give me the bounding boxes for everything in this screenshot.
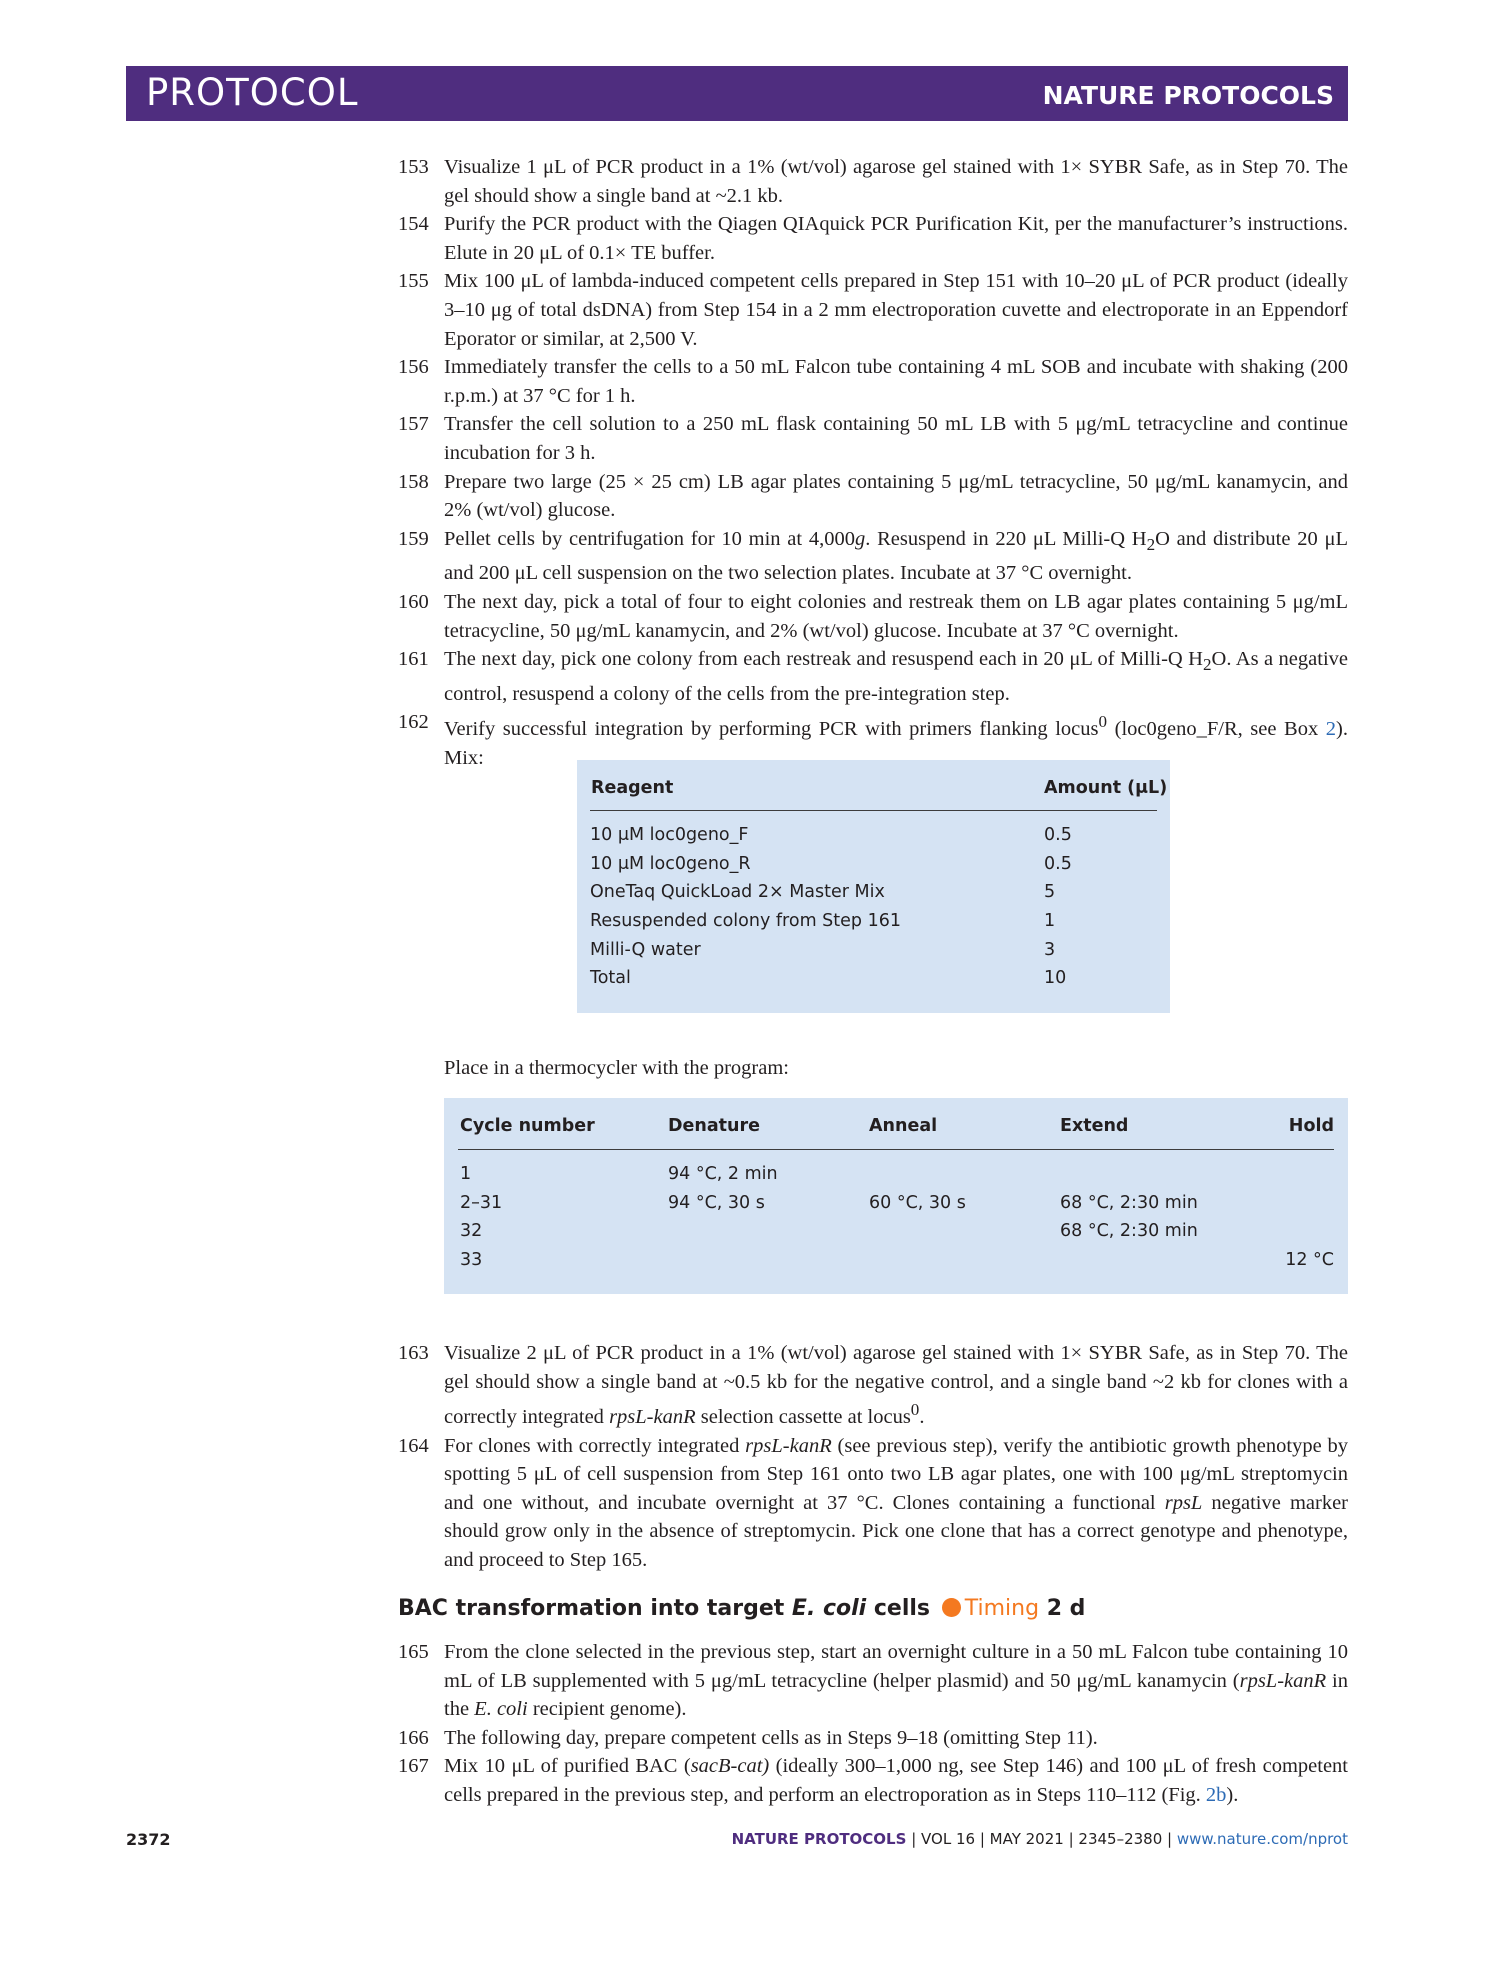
step-number: 159 xyxy=(398,527,429,550)
step-text: O and distribute 20 μL and 200 μL cell suspension on the two selection plates. Incubate at 37 °C overnight. xyxy=(444,527,1348,585)
step-text: The next day, pick a total of four to eight colonies and restreak them on LB agar plates containing 5 μg/mL tetracycline, 50 μg/mL kanamycin, and 2% (wt/vol) glucose. Incubate at 37 °C overnight. xyxy=(444,591,1348,642)
step-166 xyxy=(398,1724,1348,1753)
steps-list-top xyxy=(398,153,1348,772)
footer-volume: VOL 16 xyxy=(921,1830,976,1848)
reagent-cell: OneTaq QuickLoad 2× Master Mix xyxy=(590,882,885,903)
steps-list-end xyxy=(398,1638,1348,1810)
step-number: 153 xyxy=(398,156,429,178)
step-text-italic: g xyxy=(854,527,866,550)
hold-cell: 12 °C xyxy=(1285,1249,1334,1270)
step-165 xyxy=(398,1638,1348,1724)
step-number: 158 xyxy=(398,470,429,493)
table-row xyxy=(590,936,1157,965)
step-number: 162 xyxy=(398,711,429,734)
step-text: (see previous step), verify the antibiotic growth phenotype by spotting 5 μL of cell suspension from Step 161 onto two LB agar plates, one with 100 μg/mL streptomycin and one without, and incubate overnight at 37 °C. Clones containing a functional xyxy=(444,1434,1348,1514)
table-row xyxy=(590,850,1157,879)
table-row xyxy=(444,1246,1348,1275)
step-text: The next day, pick one colony from each restreak and resuspend each in 20 μL of Milli-Q H xyxy=(444,648,1203,671)
table-row xyxy=(444,1189,1348,1218)
cycle-cell: 32 xyxy=(460,1221,483,1242)
amount-cell: 5 xyxy=(1044,882,1056,903)
step-number: 157 xyxy=(398,413,429,436)
step-155 xyxy=(398,267,1348,353)
step-text: (loc0geno_F/R, see Box xyxy=(1107,718,1326,741)
header-rule xyxy=(458,1149,1334,1150)
denature-cell: 94 °C, 30 s xyxy=(668,1192,765,1213)
step-text: ). Mix: xyxy=(444,718,1348,769)
separator: | xyxy=(1162,1830,1177,1848)
step-text-italic: rpsL-kanR xyxy=(1239,1669,1327,1692)
superscript: 0 xyxy=(1098,712,1108,732)
reagent-cell: Total xyxy=(590,968,631,989)
step-text: . Resuspend in 220 μL Milli-Q H xyxy=(865,527,1147,550)
step-text: Mix 10 μL of purified BAC ( xyxy=(444,1755,691,1778)
step-164 xyxy=(398,1432,1348,1575)
step-157 xyxy=(398,410,1348,467)
step-159 xyxy=(398,525,1348,588)
step-text: Purify the PCR product with the Qiagen QIAquick PCR Purification Kit, per the manufacturer’s instructions. Elute in 20 μL of 0.1× TE buffer. xyxy=(444,213,1348,264)
amount-cell: 0.5 xyxy=(1044,853,1072,874)
step-text-italic: rpsL-kanR xyxy=(745,1434,832,1457)
section-label: PROTOCOL xyxy=(146,71,359,114)
cycle-cell: 2–31 xyxy=(460,1192,503,1213)
section-title: BAC transformation into target xyxy=(398,1596,792,1621)
separator: | xyxy=(1063,1830,1079,1848)
amount-cell: 10 xyxy=(1044,968,1067,989)
step-text: Immediately transfer the cells to a 50 mL Falcon tube containing 4 mL SOB and incubate with shaking (200 r.p.m.) at 37 °C for 1 h. xyxy=(444,356,1348,407)
amount-cell: 1 xyxy=(1044,911,1056,932)
step-number: 165 xyxy=(398,1641,429,1663)
step-number: 163 xyxy=(398,1342,429,1364)
subscript: 2 xyxy=(1202,655,1212,675)
step-text: O. As a negative control, resuspend a colony of the cells from the pre-integration step. xyxy=(444,648,1348,705)
table-row xyxy=(590,964,1157,993)
section-heading xyxy=(398,1596,1085,1621)
amount-cell: 3 xyxy=(1044,939,1056,960)
header-rule xyxy=(590,810,1157,811)
extend-cell: 68 °C, 2:30 min xyxy=(1060,1192,1198,1213)
step-number: 155 xyxy=(398,270,429,293)
timing-dot-icon xyxy=(942,1598,961,1617)
step-text: Prepare two large (25 × 25 cm) LB agar plates containing 5 μg/mL tetracycline, 50 μg/mL kanamycin, and 2% (wt/vol) glucose. xyxy=(444,470,1348,522)
step-text: negative marker should grow only in the absence of streptomycin. Pick one clone that has a correct genotype and phenotype, and proceed to Step 165. xyxy=(444,1491,1348,1571)
timing-label: Timing xyxy=(964,1596,1040,1621)
step-text: (ideally 300–1,000 ng, see Step 146) and 100 μL of fresh competent cells prepared in the previous step, and perform an electroporation as in Steps 110–112 (Fig. xyxy=(444,1755,1348,1806)
section-title: cells xyxy=(866,1596,931,1621)
thermocycler-intro: Place in a thermocycler with the program: xyxy=(444,1057,789,1079)
step-161 xyxy=(398,645,1348,708)
step-167 xyxy=(398,1752,1348,1809)
section-title-italic: E. coli xyxy=(791,1596,867,1621)
step-number: 160 xyxy=(398,591,429,613)
separator: | xyxy=(975,1830,990,1848)
separator: | xyxy=(906,1830,922,1848)
step-text: Visualize 1 μL of PCR product in a 1% (wt/vol) agarose gel stained with 1× SYBR Safe, as in Step 70. The gel should show a single band at ~2.1 kb. xyxy=(444,156,1348,207)
extend-header: Extend xyxy=(1060,1116,1129,1136)
step-153 xyxy=(398,153,1348,210)
step-text: Transfer the cell solution to a 250 mL flask containing 50 mL LB with 5 μg/mL tetracycline and continue incubation for 3 h. xyxy=(444,413,1348,464)
header-banner xyxy=(126,66,1348,121)
step-154 xyxy=(398,210,1348,267)
figure-2b-link[interactable]: 2b xyxy=(1205,1783,1227,1806)
denature-header: Denature xyxy=(668,1116,760,1136)
step-text: selection cassette at locus xyxy=(695,1406,911,1429)
cycle-table xyxy=(444,1098,1348,1294)
reagent-cell: 10 μM loc0geno_R xyxy=(590,853,751,874)
step-text-italic: E. coli xyxy=(474,1698,528,1721)
step-text: recipient genome). xyxy=(527,1698,687,1721)
table-row xyxy=(590,821,1157,850)
superscript: 0 xyxy=(910,1400,920,1420)
journal-label: NATURE PROTOCOLS xyxy=(1042,81,1334,110)
footer-date: MAY 2021 xyxy=(989,1830,1064,1848)
reagent-cell: Milli-Q water xyxy=(590,939,701,960)
footer-pages: 2345–2380 xyxy=(1078,1830,1163,1848)
table-row xyxy=(590,878,1157,907)
reagent-table xyxy=(577,760,1170,1013)
anneal-cell: 60 °C, 30 s xyxy=(869,1192,966,1213)
hold-header: Hold xyxy=(1288,1116,1334,1136)
extend-cell: 68 °C, 2:30 min xyxy=(1060,1221,1198,1242)
reagent-cell: Resuspended colony from Step 161 xyxy=(590,911,901,932)
anneal-header: Anneal xyxy=(869,1116,938,1136)
step-text: Verify successful integration by performing PCR with primers flanking locus xyxy=(444,718,1099,741)
step-number: 156 xyxy=(398,356,429,379)
cycle-number-header: Cycle number xyxy=(460,1116,595,1136)
step-text: Pellet cells by centrifugation for 10 min at 4,000 xyxy=(444,527,855,550)
footer-citation xyxy=(732,1830,1348,1848)
step-text-italic: rpsL xyxy=(1164,1491,1203,1514)
step-number: 164 xyxy=(398,1434,429,1457)
reagent-cell: 10 μM loc0geno_F xyxy=(590,825,749,845)
table-row xyxy=(444,1217,1348,1246)
step-text: For clones with correctly integrated xyxy=(444,1434,746,1457)
denature-cell: 94 °C, 2 min xyxy=(668,1164,778,1184)
footer-journal: NATURE PROTOCOLS xyxy=(731,1830,907,1848)
step-number: 166 xyxy=(398,1726,429,1749)
subscript: 2 xyxy=(1146,534,1156,554)
step-text: From the clone selected in the previous step, start an overnight culture in a 50 mL Falcon tube containing 10 mL of LB supplemented with 5 μg/mL tetracycline (helper plasmid) and 50 μg/mL kanamycin ( xyxy=(444,1641,1348,1692)
step-number: 161 xyxy=(398,648,429,671)
table-row xyxy=(590,907,1157,936)
step-text: . xyxy=(919,1406,925,1429)
step-text: The following day, prepare competent cells as in Steps 9–18 (omitting Step 11). xyxy=(444,1726,1098,1749)
page-number: 2372 xyxy=(126,1830,171,1849)
step-text: ). xyxy=(1226,1783,1239,1806)
steps-list-mid xyxy=(398,1339,1348,1575)
step-text-italic: rpsL-kanR xyxy=(609,1406,696,1429)
step-text-italic: sacB-cat) xyxy=(690,1755,770,1778)
footer-url-link[interactable]: www.nature.com/nprot xyxy=(1176,1830,1348,1848)
step-text: Mix 100 μL of lambda-induced competent cells prepared in Step 151 with 10–20 μL of PCR product (ideally 3–10 μg of total dsDNA) from Step 154 in a 2 mm electroporation cuvette and electroporate in an Eppendorf Eporator or similar, at 2,500 V. xyxy=(444,270,1348,350)
step-158 xyxy=(398,468,1348,525)
step-text: in the xyxy=(444,1669,1348,1721)
table-row xyxy=(444,1160,1348,1189)
step-number: 154 xyxy=(398,213,429,236)
amount-cell: 0.5 xyxy=(1044,825,1072,845)
step-156 xyxy=(398,353,1348,410)
step-163 xyxy=(398,1339,1348,1432)
step-160 xyxy=(398,588,1348,645)
cycle-cell: 1 xyxy=(460,1164,472,1184)
amount-header: Amount (μL) xyxy=(1044,778,1168,798)
step-number: 167 xyxy=(398,1755,429,1778)
box-2-link[interactable]: 2 xyxy=(1325,718,1337,741)
cycle-cell: 33 xyxy=(460,1249,483,1270)
step-text: Visualize 2 μL of PCR product in a 1% (wt/vol) agarose gel stained with 1× SYBR Safe, as in Step 70. The gel should show a single band at ~0.5 kb for the negative control, and a single band ~2 kb for clones with a correctly integrated xyxy=(444,1342,1348,1429)
reagent-header: Reagent xyxy=(591,778,674,798)
timing-value: 2 d xyxy=(1046,1596,1086,1621)
